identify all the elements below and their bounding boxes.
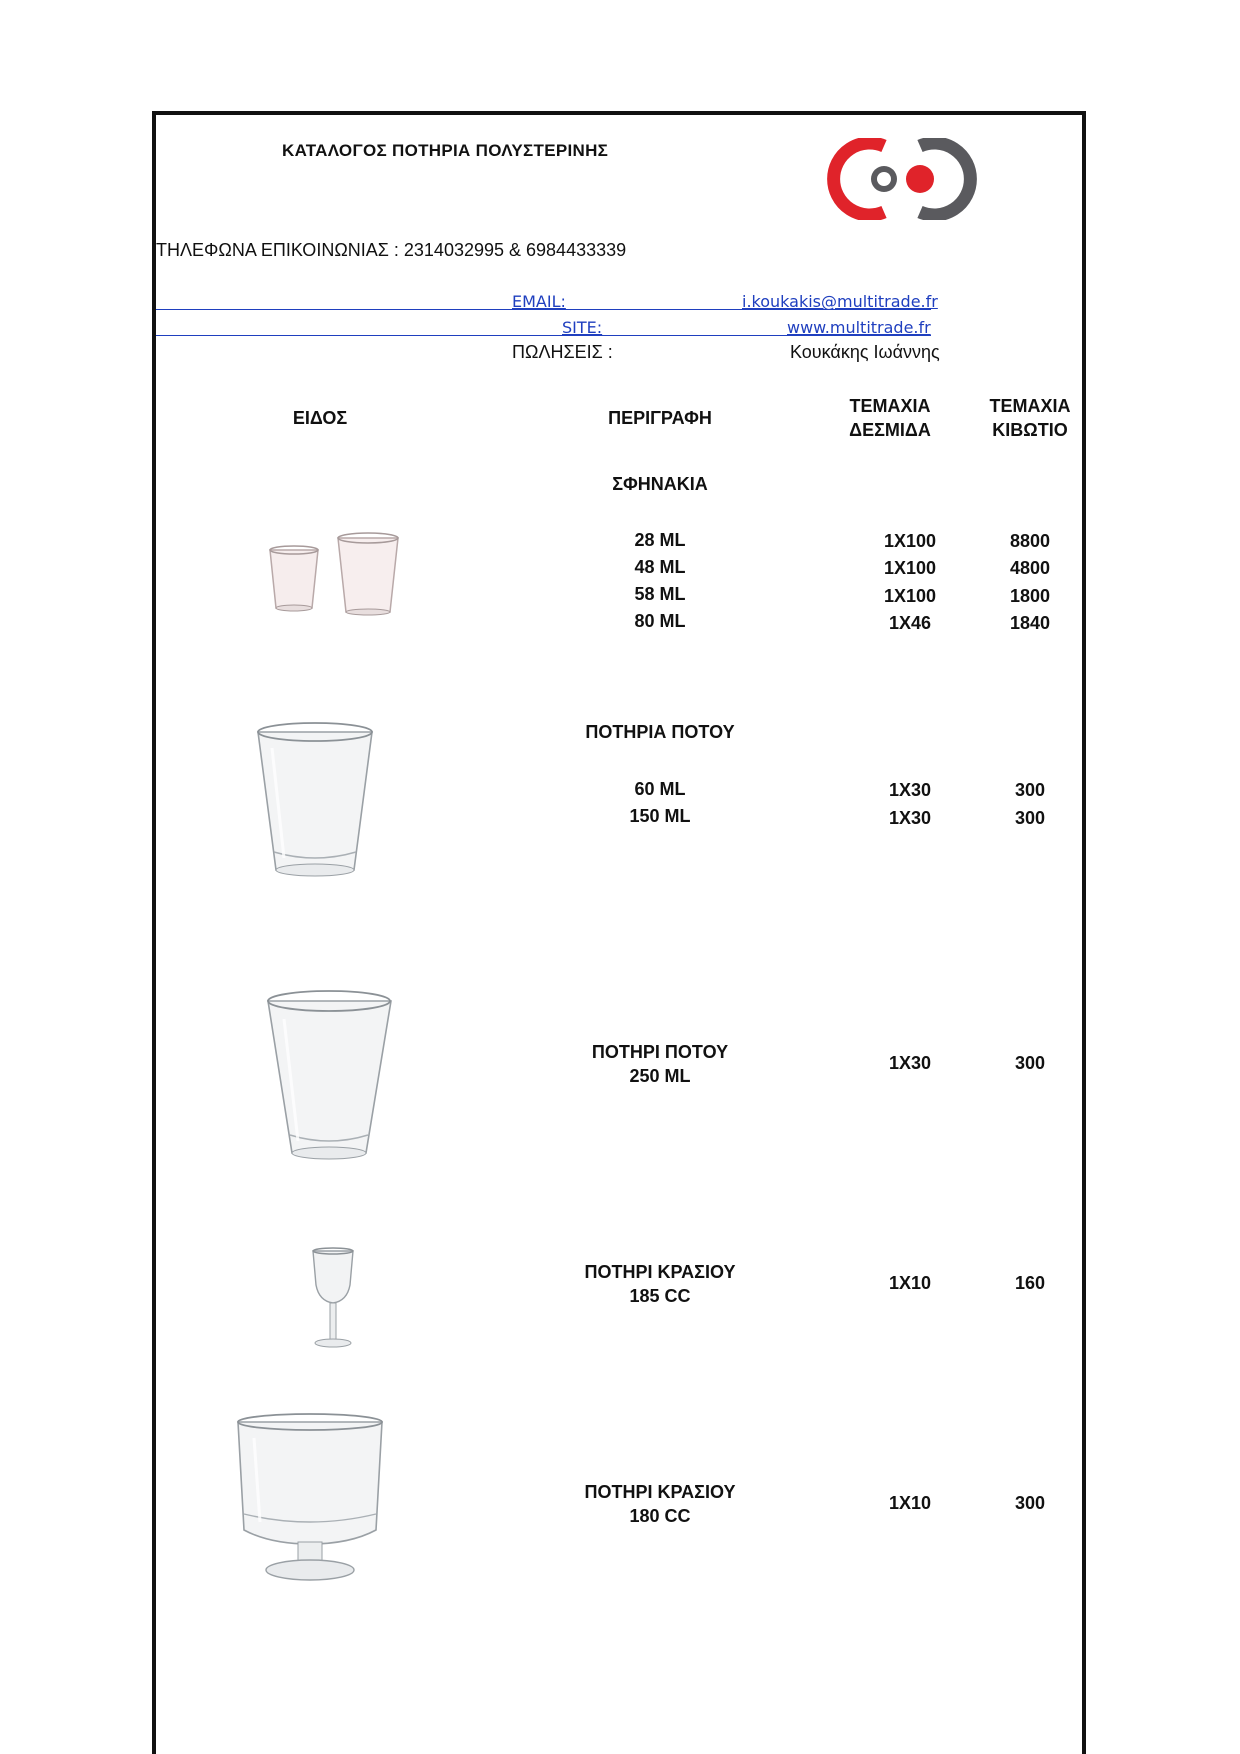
- shot-glasses-image: [262, 530, 412, 620]
- site-label[interactable]: SITE:: [562, 318, 603, 337]
- col-header-box-line2: ΚΙΒΩΤΙΟ: [992, 420, 1068, 440]
- size-cell: 80 ML: [634, 611, 686, 631]
- email-link[interactable]: i.koukakis@multitrade.fr: [742, 292, 938, 311]
- tall-tumbler-image: [262, 985, 397, 1170]
- pack-cell: 1X30: [888, 1053, 932, 1073]
- contact-phones: ΤΗΛΕΦΩΝΑ ΕΠΙΚΟΙΝΩΝΙΑΣ : 2314032995 & 6984433339: [156, 240, 627, 260]
- box-cell: 8800: [1009, 531, 1051, 551]
- email-label[interactable]: EMAIL:: [512, 292, 566, 311]
- product-size: 250 ML: [629, 1066, 691, 1086]
- product-name-block: [560, 1040, 760, 1088]
- pack-cell: 1X100: [883, 586, 937, 606]
- wine-glass-image: [303, 1245, 363, 1355]
- pack-cell: 1X100: [883, 558, 937, 578]
- col-header-pack-line1: ΤΕΜΑΧΙΑ: [849, 396, 931, 416]
- pack-cell: 1X30: [888, 780, 932, 800]
- size-cell: 150 ML: [629, 806, 691, 826]
- site-link[interactable]: www.multitrade.fr: [787, 318, 931, 337]
- box-cell: 4800: [1009, 558, 1051, 578]
- catalog-title: ΚΑΤΑΛΟΓΟΣ ΠΟΤΗΡΙΑ ΠΟΛΥΣΤΕΡΙΝΗΣ: [282, 141, 609, 160]
- product-name-block: [560, 1480, 760, 1528]
- product-size: 180 CC: [629, 1506, 691, 1526]
- pack-cell: 1X30: [888, 808, 932, 828]
- box-cell: 300: [1014, 1493, 1046, 1513]
- box-cell: 300: [1014, 780, 1046, 800]
- tumbler-image: [250, 718, 380, 883]
- company-logo: [822, 138, 982, 220]
- box-cell: 160: [1014, 1273, 1046, 1293]
- pack-cell: 1X46: [888, 613, 932, 633]
- product-name: ΠΟΤΗΡΙ ΠΟΤΟΥ: [591, 1042, 729, 1062]
- box-cell: 300: [1014, 808, 1046, 828]
- product-name-block: [560, 1260, 760, 1308]
- size-cell: 60 ML: [634, 779, 686, 799]
- sales-contact: Κουκάκης Ιωάννης: [790, 342, 940, 362]
- col-header-box-line1: ΤΕΜΑΧΙΑ: [989, 396, 1071, 416]
- product-heading: ΣΦΗΝΑΚΙΑ: [612, 474, 708, 494]
- product-name: ΠΟΤΗΡΙ ΚΡΑΣΙΟΥ: [584, 1482, 736, 1502]
- pack-cell: 1X10: [888, 1273, 932, 1293]
- sales-label: ΠΩΛΗΣΕΙΣ :: [512, 342, 613, 362]
- footed-wine-cup-image: [230, 1410, 390, 1590]
- size-cell: 28 ML: [634, 530, 686, 550]
- col-header-pack-line2: ΔΕΣΜΙΔΑ: [849, 420, 931, 440]
- product-size: 185 CC: [629, 1286, 691, 1306]
- pack-cell: 1X100: [883, 531, 937, 551]
- box-cell: 300: [1014, 1053, 1046, 1073]
- col-header-item: ΕΙΔΟΣ: [292, 408, 348, 428]
- product-name: ΠΟΤΗΡΙ ΚΡΑΣΙΟΥ: [584, 1262, 736, 1282]
- size-cell: 58 ML: [634, 584, 686, 604]
- col-header-box: [970, 394, 1090, 442]
- pack-cell: 1X10: [888, 1493, 932, 1513]
- col-header-pack: [830, 394, 950, 442]
- col-header-description: ΠΕΡΙΓΡΑΦΗ: [608, 408, 712, 428]
- box-cell: 1800: [1009, 586, 1051, 606]
- size-cell: 48 ML: [634, 557, 686, 577]
- product-heading: ΠΟΤΗΡΙΑ ΠΟΤΟΥ: [585, 722, 735, 742]
- box-cell: 1840: [1009, 613, 1051, 633]
